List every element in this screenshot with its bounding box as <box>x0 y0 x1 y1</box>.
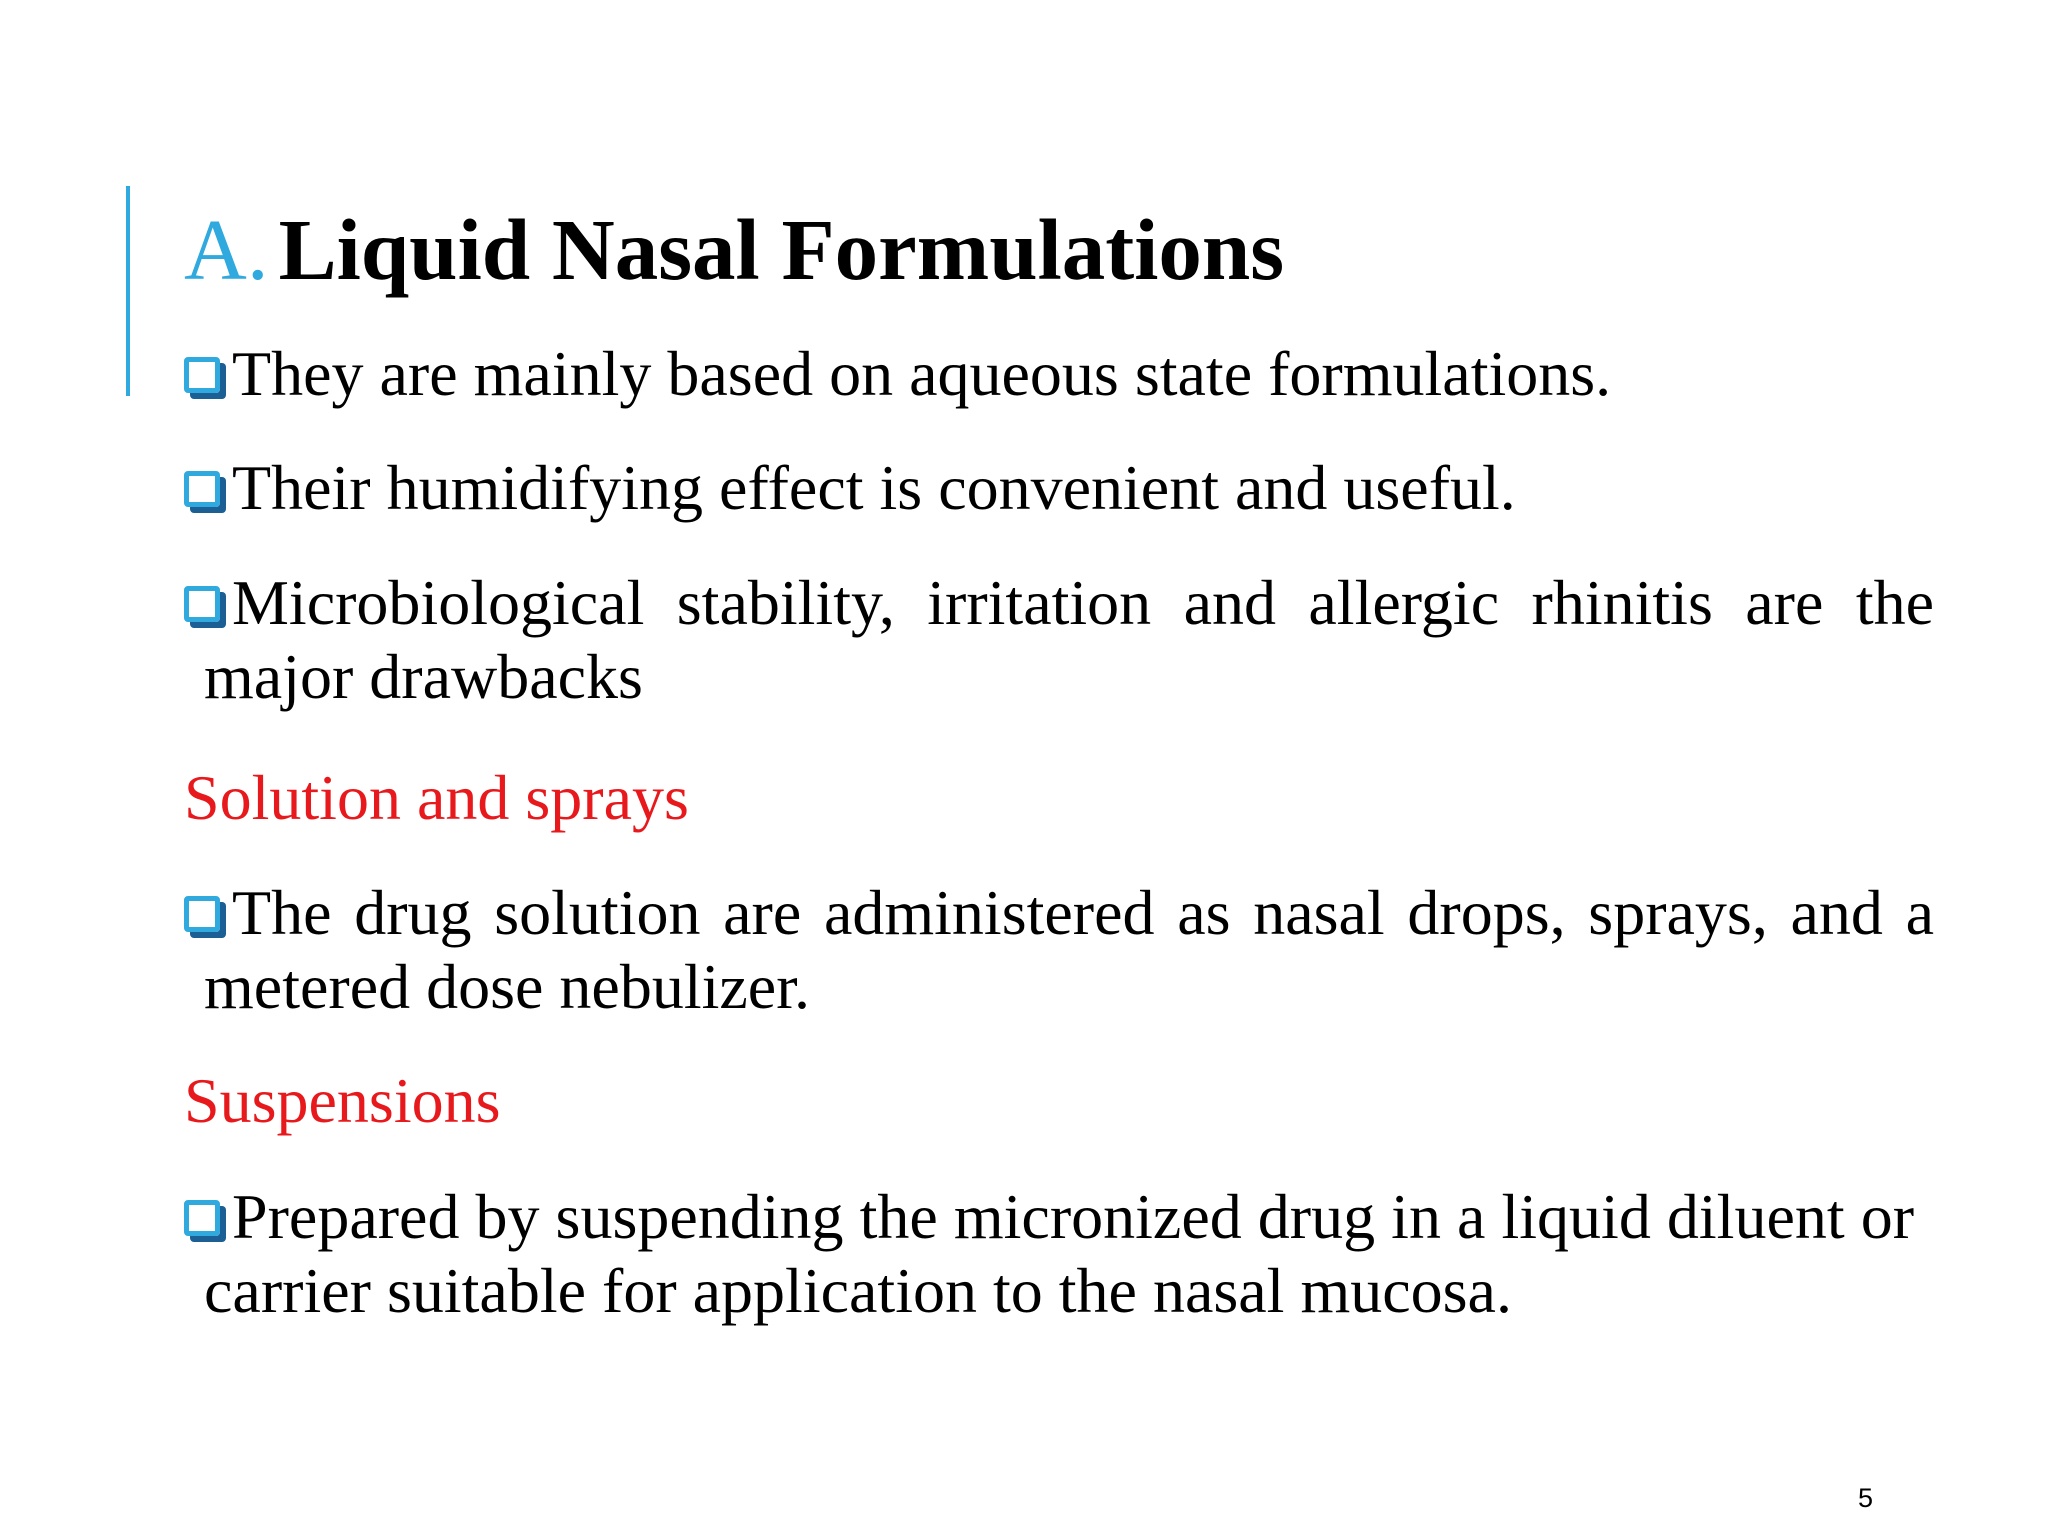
slide-title <box>184 195 1284 305</box>
bullet-item <box>184 876 1934 1024</box>
bullet-text: They are mainly based on aqueous state formulations. <box>232 338 1612 409</box>
checkbox-bullet-icon <box>184 896 220 932</box>
checkbox-bullet-icon <box>184 357 220 393</box>
section-heading-suspensions: Suspensions <box>184 1065 501 1136</box>
bullet-text: Microbiological stability, irritation and allergic rhinitis are the major drawbacks <box>204 567 1934 712</box>
checkbox-bullet-icon <box>184 471 220 507</box>
checkbox-bullet-icon <box>184 1200 220 1236</box>
title-text: Liquid Nasal Formulations <box>278 201 1285 298</box>
bullet-item <box>184 451 1934 525</box>
bullet-text: Prepared by suspending the micronized drug in a liquid diluent or carrier suitable for application to the nasal mucosa. <box>204 1181 1914 1326</box>
bullet-item <box>184 566 1934 714</box>
section-heading-solutions: Solution and sprays <box>184 762 689 833</box>
accent-bar <box>126 186 130 396</box>
bullet-text: Their humidifying effect is convenient and useful. <box>232 452 1516 523</box>
title-letter: A. <box>184 201 269 298</box>
bullet-text: The drug solution are administered as nasal drops, sprays, and a metered dose nebulizer. <box>204 877 1934 1022</box>
bullet-item <box>184 337 1934 411</box>
page-number: 5 <box>1858 1483 1874 1513</box>
bullet-item <box>184 1180 1914 1328</box>
checkbox-bullet-icon <box>184 586 220 622</box>
